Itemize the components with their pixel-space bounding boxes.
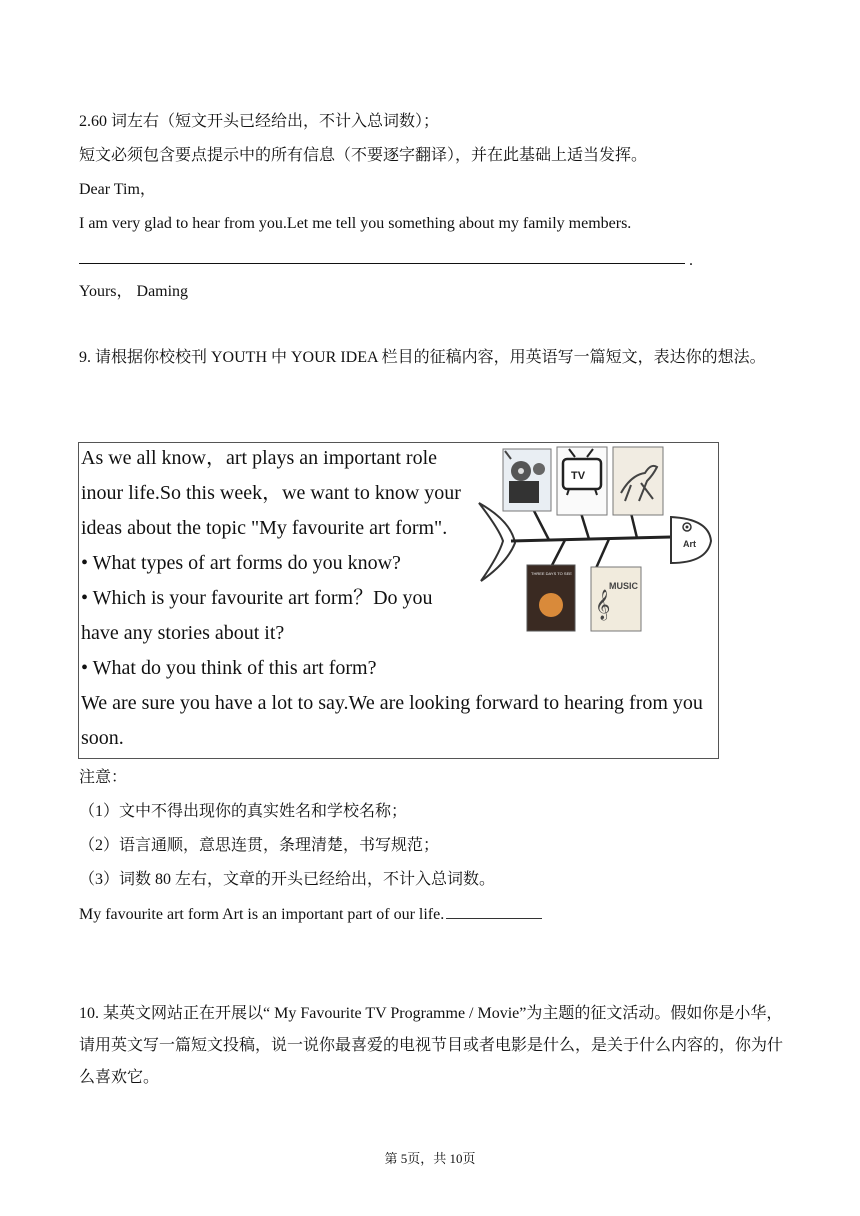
question-9-prompt: 9. 请根据你校校刊 YOUTH 中 YOUR IDEA 栏目的征稿内容，用英语写一篇短文，表达你的想法。	[79, 349, 766, 366]
signoff: Yours， Daming	[79, 283, 189, 300]
opening-sentence: I am very glad to hear from you.Let me tell you something about my family members.	[79, 215, 632, 232]
greeting: Dear Tim，	[79, 181, 156, 198]
essay-starter-text: My favourite art form Art is an important part of our life.	[79, 906, 445, 923]
blank-line-period: .	[689, 252, 693, 269]
box-line: inour life.So this week，we want to know your	[81, 482, 461, 504]
box-line: We are sure you have a lot to say.We are looking forward to hearing from you	[81, 692, 703, 714]
box-line: have any stories about it?	[81, 622, 285, 644]
art-forms-fishbone-image	[471, 445, 716, 643]
film-icon	[503, 449, 551, 511]
svg-text:𝄞: 𝄞	[595, 589, 611, 619]
box-line: ideas about the topic "My favourite art form".	[81, 517, 448, 539]
music-icon	[591, 567, 641, 631]
box-line: soon.	[81, 727, 124, 749]
svg-text:MUSIC: MUSIC	[609, 581, 638, 591]
box-line: • Which is your favourite art form？Do you	[81, 587, 433, 609]
page-number: 第 5页，共 10页	[384, 1151, 476, 1166]
svg-text:TV: TV	[571, 470, 586, 482]
note-1: （1）文中不得出现你的真实姓名和学校名称；	[79, 803, 408, 820]
call-for-papers-box	[78, 442, 719, 759]
horse-painting-icon	[613, 447, 663, 515]
note-3: （3）词数 80 左右，文章的开头已经给出，不计入总词数。	[79, 871, 496, 888]
question-10-prompt: 10. 某英文网站正在开展以“ My Favourite TV Programme / Movie”为主题的征文活动。假如你是小华，请用英文写一篇短文投稿，说一说你最喜爱的电视节目或者电影是什么，是关于什么内容的，你为什么喜欢它。	[79, 1005, 784, 1086]
box-line: As we all know，art plays an important role	[81, 447, 438, 469]
box-line: • What do you think of this art form?	[81, 657, 377, 679]
svg-text:THREE DAYS TO SEE: THREE DAYS TO SEE	[531, 571, 572, 576]
requirement-2: 2.60 词左右（短文开头已经给出，不计入总词数）；	[79, 113, 440, 130]
box-line: • What types of art forms do you know?	[81, 552, 401, 574]
writing-blank-line	[79, 263, 685, 264]
book-icon	[527, 565, 575, 631]
note-title: 注意：	[79, 769, 128, 786]
requirement-3: 短文必须包含要点提示中的所有信息（不要逐字翻译），并在此基础上适当发挥。	[79, 147, 648, 164]
answer-blank	[446, 904, 542, 919]
tv-icon	[557, 447, 607, 515]
note-2: （2）语言通顺，意思连贯，条理清楚，书写规范；	[79, 837, 440, 854]
essay-starter	[79, 904, 542, 925]
svg-text:Art: Art	[683, 539, 696, 549]
